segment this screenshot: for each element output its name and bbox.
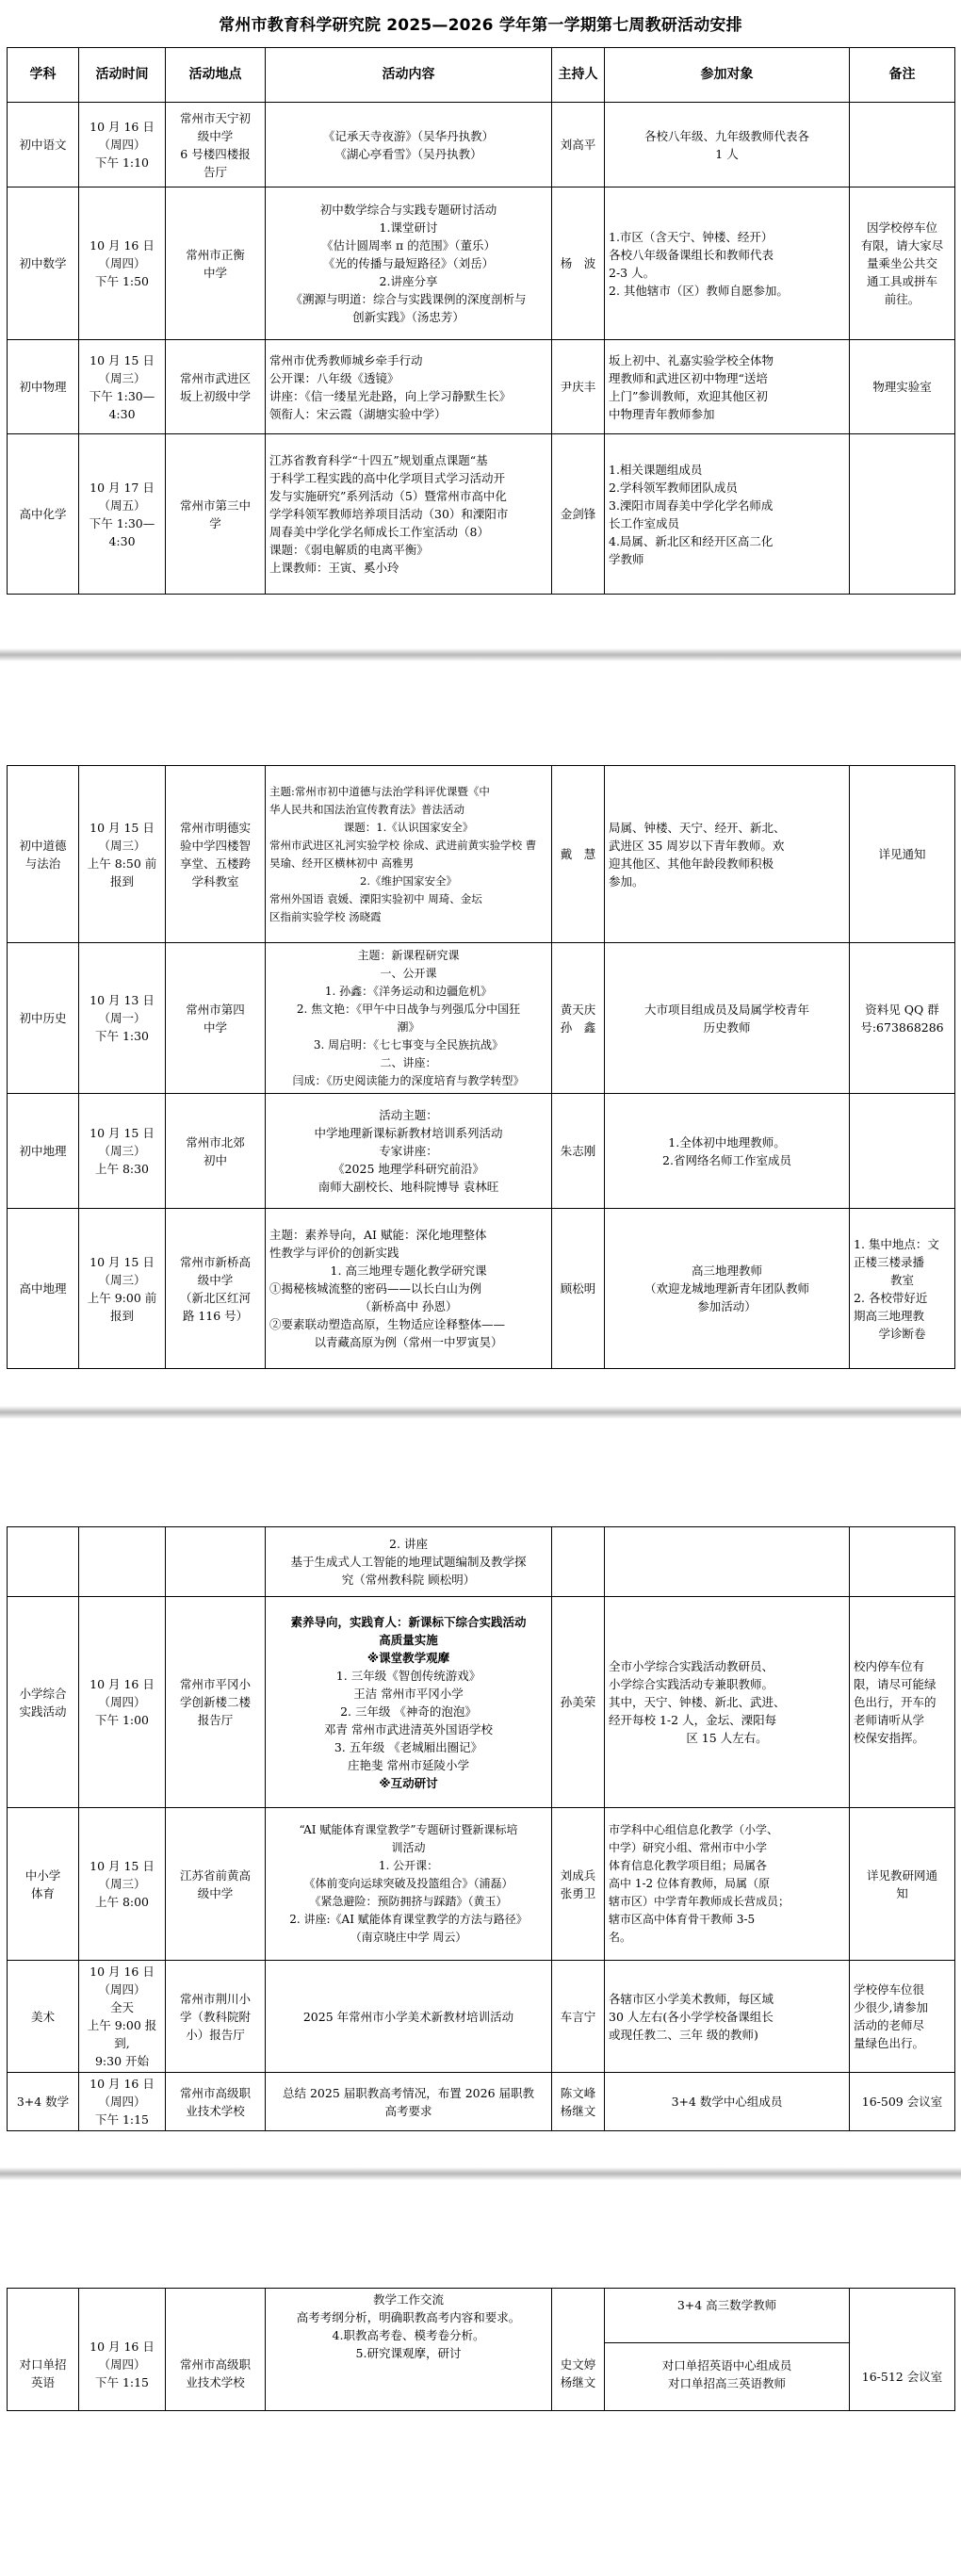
row-time: 10 月 15 日（周三） 下午 1:30—4:30 xyxy=(79,340,166,434)
row-host: 顾松明 xyxy=(552,1209,605,1369)
row-note: 16-512 会议室 xyxy=(850,2289,955,2411)
row-content: “AI 赋能体育课堂教学”专题研讨暨新课标培 训活动 1. 公开课： 《体前变向运球突破及投篮组合》（浦磊） 《紧急避险：预防拥挤与踩踏》（黄玉） 2. 讲座:《AI 赋能体育课堂教学的方法与路径》 （南京晓庄中学 周云） xyxy=(266,1808,552,1961)
row-target: 全市小学综合实践活动教研员、 小学综合实践活动专兼职教师。 其中，天宁、钟楼、新北、武进、 经开每校 1-2 人，金坛、溧阳每 区 15 人左右。 xyxy=(605,1597,850,1808)
row-content: 主题：新课程研究课 一、公开课 1. 孙鑫：《洋务运动和边疆危机》 2. 焦文艳：《甲午中日战争与列强瓜分中国狂 潮》 3. 周启明：《七七事变与全民族抗战》 二、讲座： 闫成：《历史阅读能力的深度培育与教学转型》 xyxy=(266,943,552,1094)
row-target: 高三地理教师 （欢迎龙城地理新青年团队教师 参加活动） xyxy=(605,1209,850,1369)
row-content: 2025 年常州市小学美术新教材培训活动 xyxy=(266,1961,552,2073)
row-time xyxy=(79,1527,166,1597)
page-separator xyxy=(0,1406,961,1419)
row-place: 常州市新桥高 级中学 （新北区红河 路 116 号） xyxy=(166,1209,266,1369)
row-content: 总结 2025 届职教高考情况，布置 2026 届职教 高考要求 xyxy=(266,2073,552,2131)
row-place xyxy=(166,1527,266,1597)
row-place: 常州市高级职 业技术学校 xyxy=(166,2073,266,2131)
row-note: 因学校停车位 有限，请大家尽 量乘坐公共交 通工具或拼车 前往。 xyxy=(850,187,955,340)
header-content: 活动内容 xyxy=(266,48,552,103)
row-time: 10 月 15 日（周三） 上午 8:50 前报到 xyxy=(79,766,166,943)
table-row xyxy=(8,1527,955,1597)
row-host: 车言宁 xyxy=(552,1961,605,2073)
row-place: 常州市第三中 学 xyxy=(166,434,266,595)
schedule-table-page-3 xyxy=(7,1526,955,2131)
row-time: 10 月 16 日（周四） 下午 1:15 xyxy=(79,2073,166,2131)
table-header-row xyxy=(8,48,955,103)
row-place: 常州市平冈小 学创新楼二楼 报告厅 xyxy=(166,1597,266,1808)
table-row xyxy=(8,1094,955,1209)
table-row xyxy=(8,340,955,434)
row-subject: 高中化学 xyxy=(8,434,79,595)
row-target: 坂上初中、礼嘉实验学校全体物 理教师和武进区初中物理“送培 上门”参训教师，欢迎其他区初 中物理青年教师参加 xyxy=(605,340,850,434)
table-row xyxy=(8,2289,955,2411)
row-note: 校内停车位有 限，请尽可能绿 色出行，开车的 老师请听从学 校保安指挥。 xyxy=(850,1597,955,1808)
target-bottom-cell: 对口单招英语中心组成员 对口单招高三英语教师 xyxy=(661,2358,792,2390)
row-place: 常州市第四 中学 xyxy=(166,943,266,1094)
row-note xyxy=(850,103,955,187)
row-time: 10 月 16 日（周四） 下午 1:15 xyxy=(79,2289,166,2411)
row-note: 物理实验室 xyxy=(850,340,955,434)
row-target xyxy=(605,1527,850,1597)
row-host: 黄天庆 孙 鑫 xyxy=(552,943,605,1094)
row-host: 刘成兵 张勇卫 xyxy=(552,1808,605,1961)
row-content: 常州市优秀教师城乡牵手行动 公开课：八年级《透镜》 讲座：《信一缕星光赴路，向上学习静默生长》 领衔人：宋云霞（湖塘实验中学） xyxy=(266,340,552,434)
row-host: 尹庆丰 xyxy=(552,340,605,434)
row-target: 局属、钟楼、天宁、经开、新北、 武进区 35 周岁以下青年教师。欢 迎其他区、其他年龄段教师积极 参加。 xyxy=(605,766,850,943)
row-target: 1.相关课题组成员 2.学科领军教师团队成员 3.溧阳市周春美中学化学名师成 长工作室成员 4.局属、新北区和经开区高二化 学教师 xyxy=(605,434,850,595)
schedule-table-page-2 xyxy=(7,765,955,1369)
row-place: 常州市明德实 验中学四楼智 享堂、五楼跨 学科教室 xyxy=(166,766,266,943)
row-time: 10 月 16 日（周四） 下午 1:50 xyxy=(79,187,166,340)
row-time: 10 月 15 日（周三） 上午 8:00 xyxy=(79,1808,166,1961)
row-note xyxy=(850,1094,955,1209)
row-subject xyxy=(8,1527,79,1597)
row-subject: 初中数学 xyxy=(8,187,79,340)
row-content: 江苏省教育科学“十四五”规划重点课题“基 于科学工程实践的高中化学项目式学习活动开 发与实施研究”系列活动（5）暨常州市高中化 学学科领军教师培养项目活动（30）和溧阳市 周春美中学化学名师成长工作室活动（8） 课题：《弱电解质的电离平衡》 上课教师：王寅、奚小玲 xyxy=(266,434,552,595)
table-row xyxy=(8,434,955,595)
schedule-table-page-4 xyxy=(7,2288,955,2411)
row-note: 16-509 会议室 xyxy=(850,2073,955,2131)
header-target: 参加对象 xyxy=(605,48,850,103)
row-target: 市学科中心组信息化教学（小学、 中学）研究小组、常州市中小学 体育信息化教学项目组；局属各 高中 1-2 位体育教师，局属（原 辖市区）中学青年教师成长营成员； 辖市区高中体育骨干教师 3-5 名。 xyxy=(605,1808,850,1961)
row-host: 戴 慧 xyxy=(552,766,605,943)
table-row xyxy=(8,1961,955,2073)
row-subject: 初中语文 xyxy=(8,103,79,187)
table-row xyxy=(8,2073,955,2131)
row-target: 各辖市区小学美术教师，每区域 30 人左右(各小学学校备课组长 或现任教二、三年 级的教师) xyxy=(605,1961,850,2073)
row-content: 主题：素养导向，AI 赋能：深化地理整体 性教学与评价的创新实践 1. 高三地理专题化教学研究课 ①揭秘核城流整的密码——以长白山为例 （新桥高中 孙恩） ②要素联动塑造高原，生物适应诠释整体—— 以青藏高原为例（常州一中罗寅昊） xyxy=(266,1209,552,1369)
row-time: 10 月 15 日（周三） 上午 8:30 xyxy=(79,1094,166,1209)
row-note xyxy=(850,434,955,595)
row-note: 资料见 QQ 群 号:673868286 xyxy=(850,943,955,1094)
page-title: 常州市教育科学研究院 2025—2026 学年第一学期第七周教研活动安排 xyxy=(219,16,742,35)
table-row xyxy=(8,187,955,340)
row-target xyxy=(605,2289,850,2411)
row-content: 2. 讲座 基于生成式人工智能的地理试题编制及教学探 究（常州教科院 顾松明） xyxy=(266,1527,552,1597)
header-place: 活动地点 xyxy=(166,48,266,103)
row-subject: 初中历史 xyxy=(8,943,79,1094)
header-time: 活动时间 xyxy=(79,48,166,103)
row-subject: 美术 xyxy=(8,1961,79,2073)
row-time: 10 月 17 日（周五） 下午 1:30—4:30 xyxy=(79,434,166,595)
row-host: 金剑锋 xyxy=(552,434,605,595)
header-note: 备注 xyxy=(850,48,955,103)
row-host: 杨 波 xyxy=(552,187,605,340)
row-note: 学校停车位很 少很少,请参加 活动的老师尽 量绿色出行。 xyxy=(850,1961,955,2073)
row-target: 大市项目组成员及局属学校青年 历史教师 xyxy=(605,943,850,1094)
row-content: 活动主题： 中学地理新课标新教材培训系列活动 专家讲座： 《2025 地理学科研究前沿》 南师大副校长、地科院博导 袁林旺 xyxy=(266,1094,552,1209)
row-subject: 初中物理 xyxy=(8,340,79,434)
row-subject: 小学综合 实践活动 xyxy=(8,1597,79,1808)
row-subject: 初中道德 与法治 xyxy=(8,766,79,943)
row-note xyxy=(850,1527,955,1597)
header-subject: 学科 xyxy=(8,48,79,103)
table-row xyxy=(8,1808,955,1961)
row-content: 初中数学综合与实践专题研讨活动 1.课堂研讨 《估计圆周率 π 的范围》（董乐） 《光的传播与最短路径》（刘岳） 2.讲座分享 《溯源与明道：综合与实践课例的深度剖析与 创新实践》（汤忠芳） xyxy=(266,187,552,340)
row-target: 1.全体初中地理教师。 2.省网络名师工作室成员 xyxy=(605,1094,850,1209)
row-subject: 高中地理 xyxy=(8,1209,79,1369)
row-target: 1.市区（含天宁、钟楼、经开） 各校八年级备课组长和教师代表 2-3 人。 2. 其他辖市（区）教师自愿参加。 xyxy=(605,187,850,340)
table-row xyxy=(8,1209,955,1369)
row-time: 10 月 16 日（周四） 下午 1:10 xyxy=(79,103,166,187)
row-subject: 中小学 体育 xyxy=(8,1808,79,1961)
row-host: 史文婷 杨继文 xyxy=(552,2289,605,2411)
row-note: 详见教研网通 知 xyxy=(850,1808,955,1961)
row-place: 常州市武进区 坂上初级中学 xyxy=(166,340,266,434)
target-top-cell: 3+4 高三数学教师 xyxy=(605,2289,849,2343)
table-row xyxy=(8,1597,955,1808)
page-separator xyxy=(0,648,961,661)
row-content: 主题:常州市初中道德与法治学科评优课暨《中 华人民共和国法治宣传教育法》普法活动 课题：1.《认识国家安全》 常州市武进区礼河实验学校 徐成、武进前黄实验学校 曹 昊瑜、经开区横林初中 高雅男 2.《维护国家安全》 常州外国语 袁媛、溧阳实验初中 周琦、金坛 区指前实验学校 汤晓霞 xyxy=(266,766,552,943)
table-row xyxy=(8,766,955,943)
row-place: 常州市正衡 中学 xyxy=(166,187,266,340)
table-row xyxy=(8,103,955,187)
row-note: 详见通知 xyxy=(850,766,955,943)
row-content: 素养导向，实践育人：新课标下综合实践活动 高质量实施 ※课堂教学观摩 1. 三年级《智创传统游戏》 王洁 常州市平冈小学 2. 三年级 《神奇的泡泡》 邓青 常州市武进清英外国语学校 3. 五年级 《老城厢出圈记》 庄艳斐 常州市延陵小学 ※互动研讨 xyxy=(266,1597,552,1808)
row-place: 常州市天宁初 级中学 6 号楼四楼报 告厅 xyxy=(166,103,266,187)
row-subject: 初中地理 xyxy=(8,1094,79,1209)
row-host: 陈文峰 杨继文 xyxy=(552,2073,605,2131)
row-note: 1. 集中地点：文 正楼三楼录播 教室 2. 各校带好近 期高三地理教 学诊断卷 xyxy=(850,1209,955,1369)
row-host: 孙美荣 xyxy=(552,1597,605,1808)
row-place: 常州市高级职 业技术学校 xyxy=(166,2289,266,2411)
row-content: 教学工作交流 高考考纲分析，明确职教高考内容和要求。 4.职教高考卷、模考卷分析。 5.研究课观摩，研讨 xyxy=(266,2289,552,2411)
schedule-table-page-1 xyxy=(7,47,955,595)
row-place: 常州市北郊 初中 xyxy=(166,1094,266,1209)
row-host: 朱志刚 xyxy=(552,1094,605,1209)
table-row xyxy=(8,943,955,1094)
row-host xyxy=(552,1527,605,1597)
row-content: 《记承天寺夜游》（吴华丹执教） 《湖心亭看雪》（吴丹执教） xyxy=(266,103,552,187)
row-host: 刘高平 xyxy=(552,103,605,187)
row-target: 3+4 数学中心组成员 xyxy=(605,2073,850,2131)
row-place: 江苏省前黄高 级中学 xyxy=(166,1808,266,1961)
row-place: 常州市荆川小 学（教科院附 小）报告厅 xyxy=(166,1961,266,2073)
row-time: 10 月 15 日（周三） 上午 9:00 前报到 xyxy=(79,1209,166,1369)
header-host: 主持人 xyxy=(552,48,605,103)
page-separator xyxy=(0,2167,961,2180)
row-time: 10 月 16 日（周四） 全天 上午 9:00 报到, 9:30 开始 xyxy=(79,1961,166,2073)
row-time: 10 月 13 日（周一） 下午 1:30 xyxy=(79,943,166,1094)
row-time: 10 月 16 日（周四） 下午 1:00 xyxy=(79,1597,166,1808)
row-target: 各校八年级、九年级教师代表各 1 人 xyxy=(605,103,850,187)
row-subject: 3+4 数学 xyxy=(8,2073,79,2131)
row-subject: 对口单招 英语 xyxy=(8,2289,79,2411)
